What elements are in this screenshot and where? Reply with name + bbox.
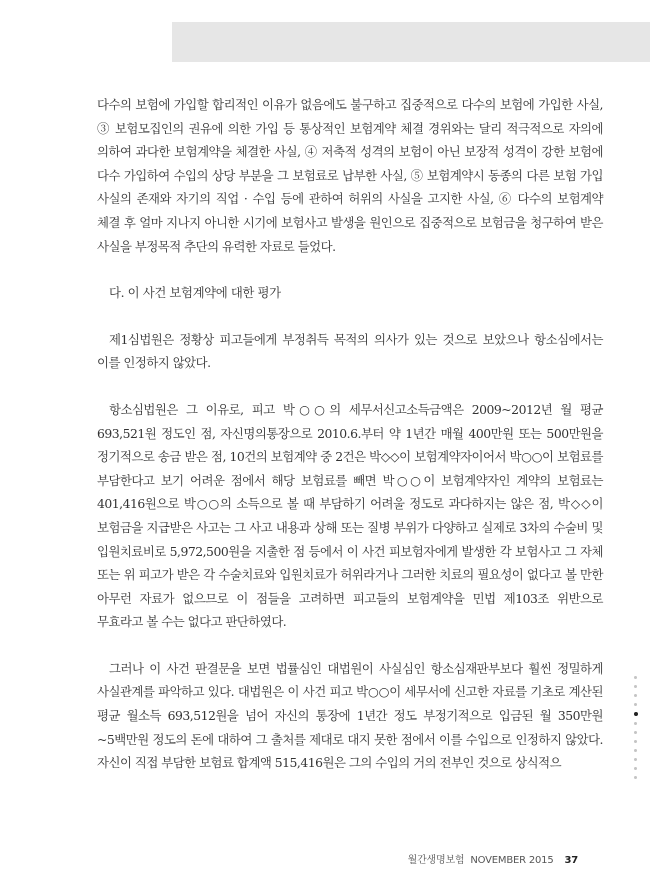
page-dot <box>634 758 637 761</box>
page-dot <box>634 703 637 706</box>
page-dot <box>634 740 637 743</box>
page-dot-active <box>634 712 638 716</box>
page-position-indicator <box>633 676 638 785</box>
paragraph-3: 항소심법원은 그 이유로, 피고 박○○의 세무서신고소득금액은 2009~2012년 월 평균 693,521원 정도인 점, 자신명의통장으로 2010.6.부터 약 1년간 매월 400만원 또는 500만원을 정기적으로 송금 받은 점, 10건의 보험계약 중 2건은 박◇◇이 보험계약자이어서 박○○이 보험료를 부담한다고 보기 어려운 점에서 해당 보험료를 빼면 박○○이 보험계약자인 계약의 보험료는 401,416원으로 박○○의 소득으로 볼 때 부담하기 어려울 정도로 과다하지는 않은 점, 박◇◇이 보험금을 지급받은 사고는 그 사고 내용과 상해 또는 질병 부위가 다양하고 실제로 3차의 수술비 및 입원치료비로 5,972,500원을 지출한 점 등에서 이 사건 피보험자에게 발생한 각 보험사고 그 자체 또는 위 피고가 받은 각 수술치료와 입원치료가 허위라거나 그러한 치료의 필요성이 없다고 볼 만한 아무런 자료가 없으므로 이 점들을 고려하면 피고들의 보험계약을 민법 제103조 위반으로 무효라고 볼 수는 없다고 판단하였다. <box>97 401 603 630</box>
page-number: 37 <box>564 855 578 866</box>
header-band <box>172 22 650 62</box>
page-dot <box>634 694 637 697</box>
page-dot <box>634 767 637 770</box>
page-dot <box>634 676 637 679</box>
page-dot <box>634 722 637 725</box>
magazine-name: 월간생명보험 <box>407 855 465 866</box>
issue-date: NOVEMBER 2015 <box>470 855 554 866</box>
page-dot <box>634 685 637 688</box>
page-dot <box>634 749 637 752</box>
paragraph-4: 그러나 이 사건 판결문을 보면 법률심인 대법원이 사실심인 항소심재판부보다 훨씬 정밀하게 사실관계를 파악하고 있다. 대법원은 이 사건 피고 박○○이 세무서에 신고한 자료를 기초로 계산된 평균 월소득 693,512원을 넘어 자신의 통장에 1년간 정도 부정기적으로 입금된 월 350만원~5백만원 정도의 돈에 대하여 그 출처를 제대로 대지 못한 점에서 이를 수입으로 인정하지 않았다. 자신이 직접 부담한 보험료 합계액 515,416원은 그의 수입의 거의 전부인 것으로 상식적으 <box>97 660 603 771</box>
page-footer <box>408 851 578 866</box>
paragraph-1: 다수의 보험에 가입할 합리적인 이유가 없음에도 불구하고 집중적으로 다수의 보험에 가입한 사실, ③ 보험모집인의 권유에 의한 가입 등 통상적인 보험계약 체결 경위와는 달리 적극적으로 자의에 의하여 과다한 보험계약을 체결한 사실, ④ 저축적 성격의 보험이 아닌 보장적 성격이 강한 보험에 다수 가입하여 수입의 상당 부분을 그 보험료로 납부한 사실, ⑤ 보험계약시 동종의 다른 보험 가입 사실의 존재와 자기의 직업 · 수입 등에 관하여 허위의 사실을 고지한 사실, ⑥ 다수의 보험계약 체결 후 얼마 지나지 아니한 시기에 보험사고 발생을 원인으로 집중적으로 보험금을 청구하여 받은 사실을 부정목적 추단의 유력한 자료로 들었다. <box>97 97 603 254</box>
paragraph-2: 제1심법원은 정황상 피고들에게 부정취득 목적의 의사가 있는 것으로 보았으나 항소심에서는 이를 인정하지 않았다. <box>97 331 603 371</box>
page-dot <box>634 731 637 734</box>
article-body <box>97 93 603 775</box>
section-heading: 다. 이 사건 보험계약에 대한 평가 <box>109 285 281 301</box>
page-dot <box>634 776 637 779</box>
